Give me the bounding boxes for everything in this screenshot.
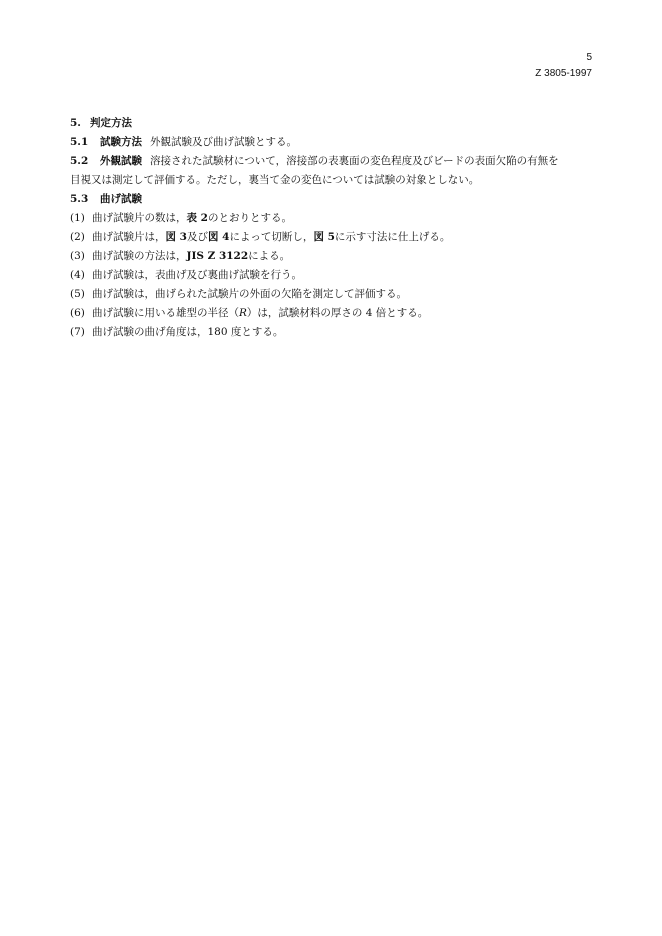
standard-reference: JIS Z 3122 [186,250,249,262]
list-item: (4) 曲げ試験は，表曲げ及び裏曲げ試験を行う。 [70,269,302,281]
subsection-text: 溶接された試験材について，溶接部の表裏面の変色程度及びビードの表面欠陥の有無を [150,155,559,167]
subsection-number: 5.2 [70,155,89,167]
subsection-5-2-continuation [70,173,479,187]
list-item: (6) 曲げ試験に用いる雄型の半径（R）は，試験材料の厚さの 4 倍とする。 [70,307,429,319]
subsection-title: 曲げ試験 [100,193,142,205]
list-item: (3) 曲げ試験の方法は，JIS Z 3122による。 [70,250,291,262]
list-item: (7) 曲げ試験の曲げ角度は，180 度とする。 [70,326,284,338]
figure-reference: 図 4 [207,231,230,243]
table-reference: 表 2 [186,212,208,224]
list-item: (5) 曲げ試験は，曲げられた試験片の外面の欠陥を測定して評価する。 [70,288,407,300]
list-item-number: (6) [70,307,85,319]
list-item-number: (3) [70,250,85,262]
subsection-number: 5.3 [70,193,89,205]
radius-symbol: R [239,307,247,319]
subsection-text: 目視又は測定して評価する。ただし，裏当て金の変色については試験の対象としない。 [70,174,480,186]
section-heading [70,116,132,130]
list-item: (2) 曲げ試験片は，図 3及び図 4によって切断し，図 5に示す寸法に仕上げる。 [70,231,451,243]
list-item-number: (4) [70,269,85,281]
subsection-5-3 [70,192,142,206]
subsection-title: 試験方法 [100,136,142,148]
subsection-number: 5.1 [70,136,89,148]
subsection-5-2 [70,154,559,168]
section-number: 5. [70,117,81,129]
list-item: (1) 曲げ試験片の数は，表 2のとおりとする。 [70,212,292,224]
subsection-title: 外観試験 [100,155,142,167]
section-title: 判定方法 [90,117,132,129]
list-item-number: (2) [70,231,85,243]
figure-reference: 図 3 [165,231,187,243]
list-item-number: (1) [70,212,85,224]
list-item-number: (5) [70,288,85,300]
subsection-text: 外観試験及び曲げ試験とする。 [150,136,297,148]
subsection-5-1 [70,135,297,149]
figure-reference: 図 5 [313,231,335,243]
list-item-number: (7) [70,326,85,338]
page-number: 5 [586,52,592,63]
standard-number: Z 3805-1997 [535,68,592,79]
